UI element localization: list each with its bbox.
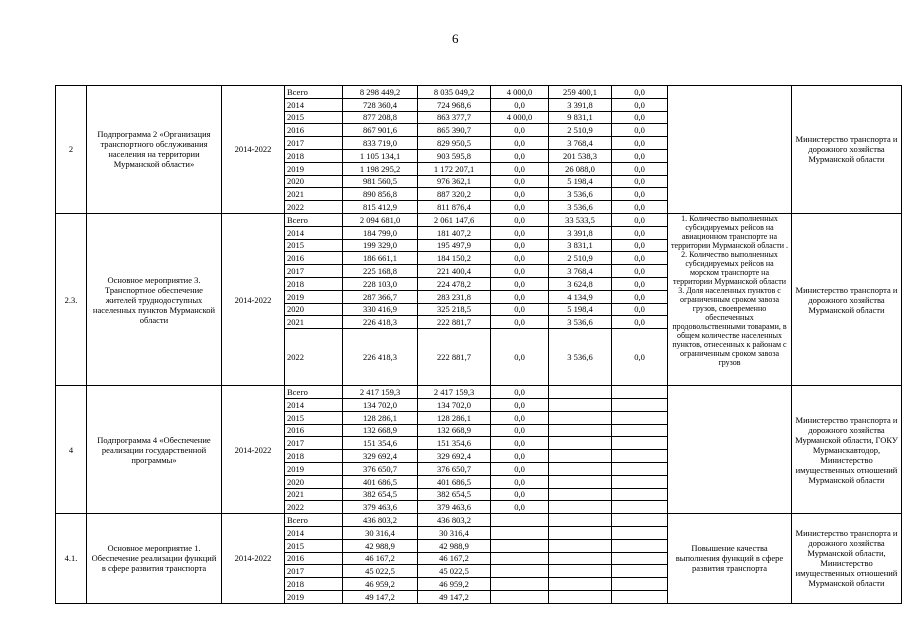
value-cell: 330 416,9 bbox=[343, 303, 418, 316]
value-cell: 46 167,2 bbox=[418, 552, 491, 565]
value-cell bbox=[612, 488, 668, 501]
value-cell bbox=[491, 526, 549, 539]
value-cell: 0,0 bbox=[491, 329, 549, 386]
value-cell: 0,0 bbox=[612, 137, 668, 150]
value-cell: 0,0 bbox=[491, 213, 549, 226]
section-name: Подпрограмма 4 «Обеспечение реализации государственной программы» bbox=[87, 386, 222, 514]
value-cell: 226 418,3 bbox=[343, 316, 418, 329]
page-number: 6 bbox=[452, 31, 459, 46]
value-cell: 33 533,5 bbox=[549, 213, 612, 226]
value-cell: 0,0 bbox=[612, 162, 668, 175]
section-number: 4.1. bbox=[56, 514, 87, 604]
year-cell: 2021 bbox=[285, 188, 343, 201]
year-cell: Всего bbox=[285, 213, 343, 226]
value-cell: 0,0 bbox=[491, 175, 549, 188]
section-period: 2014-2022 bbox=[222, 86, 285, 214]
value-cell: 0,0 bbox=[491, 162, 549, 175]
value-cell: 128 286,1 bbox=[343, 411, 418, 424]
value-cell: 379 463,6 bbox=[418, 501, 491, 514]
value-cell bbox=[612, 514, 668, 527]
value-cell: 222 881,7 bbox=[418, 316, 491, 329]
value-cell: 0,0 bbox=[491, 98, 549, 111]
value-cell bbox=[612, 424, 668, 437]
value-cell: 867 901,6 bbox=[343, 124, 418, 137]
value-cell: 0,0 bbox=[612, 316, 668, 329]
year-cell: Всего bbox=[285, 86, 343, 99]
year-cell: 2019 bbox=[285, 462, 343, 475]
value-cell: 0,0 bbox=[491, 265, 549, 278]
year-cell: 2018 bbox=[285, 149, 343, 162]
value-cell: 1 198 295,2 bbox=[343, 162, 418, 175]
value-cell: 0,0 bbox=[491, 462, 549, 475]
value-cell: 401 686,5 bbox=[343, 475, 418, 488]
value-cell bbox=[612, 475, 668, 488]
value-cell: 401 686,5 bbox=[418, 475, 491, 488]
value-cell: 49 147,2 bbox=[343, 590, 418, 603]
year-cell: 2021 bbox=[285, 316, 343, 329]
value-cell: 0,0 bbox=[491, 290, 549, 303]
value-cell: 0,0 bbox=[612, 252, 668, 265]
value-cell bbox=[549, 424, 612, 437]
value-cell: 0,0 bbox=[491, 475, 549, 488]
value-cell: 0,0 bbox=[612, 290, 668, 303]
value-cell bbox=[549, 437, 612, 450]
year-cell: 2016 bbox=[285, 424, 343, 437]
value-cell: 186 661,1 bbox=[343, 252, 418, 265]
value-cell bbox=[549, 411, 612, 424]
value-cell bbox=[549, 462, 612, 475]
value-cell bbox=[549, 475, 612, 488]
value-cell: 49 147,2 bbox=[418, 590, 491, 603]
year-cell: 2017 bbox=[285, 565, 343, 578]
value-cell: 0,0 bbox=[491, 424, 549, 437]
value-cell: 0,0 bbox=[491, 488, 549, 501]
value-cell: 132 668,9 bbox=[418, 424, 491, 437]
value-cell bbox=[549, 578, 612, 591]
value-cell: 863 377,7 bbox=[418, 111, 491, 124]
value-cell: 382 654,5 bbox=[343, 488, 418, 501]
value-cell: 222 881,7 bbox=[418, 329, 491, 386]
value-cell: 0,0 bbox=[612, 149, 668, 162]
year-cell: 2022 bbox=[285, 501, 343, 514]
value-cell: 5 198,4 bbox=[549, 303, 612, 316]
year-cell: 2020 bbox=[285, 175, 343, 188]
value-cell: 0,0 bbox=[491, 437, 549, 450]
year-cell: 2022 bbox=[285, 329, 343, 386]
value-cell bbox=[491, 578, 549, 591]
section-number: 4 bbox=[56, 386, 87, 514]
value-cell: 379 463,6 bbox=[343, 501, 418, 514]
value-cell: 887 320,2 bbox=[418, 188, 491, 201]
value-cell: 724 968,6 bbox=[418, 98, 491, 111]
value-cell: 8 035 049,2 bbox=[418, 86, 491, 99]
value-cell bbox=[612, 501, 668, 514]
year-cell: 2020 bbox=[285, 303, 343, 316]
table-row bbox=[56, 386, 902, 399]
year-cell: 2017 bbox=[285, 265, 343, 278]
value-cell: 0,0 bbox=[491, 316, 549, 329]
value-cell: 0,0 bbox=[612, 124, 668, 137]
value-cell bbox=[612, 411, 668, 424]
value-cell: 224 478,2 bbox=[418, 277, 491, 290]
value-cell: 4 000,0 bbox=[491, 86, 549, 99]
value-cell: 3 536,6 bbox=[549, 188, 612, 201]
value-cell: 134 702,0 bbox=[343, 398, 418, 411]
value-cell: 0,0 bbox=[612, 188, 668, 201]
year-cell: 2017 bbox=[285, 437, 343, 450]
value-cell bbox=[491, 565, 549, 578]
value-cell: 1 105 134,1 bbox=[343, 149, 418, 162]
table-row bbox=[56, 86, 902, 99]
value-cell: 228 103,0 bbox=[343, 277, 418, 290]
value-cell: 2 417 159,3 bbox=[418, 386, 491, 399]
value-cell: 0,0 bbox=[491, 252, 549, 265]
year-cell: 2015 bbox=[285, 239, 343, 252]
year-cell: 2014 bbox=[285, 98, 343, 111]
year-cell: Всего bbox=[285, 386, 343, 399]
value-cell: 46 959,2 bbox=[418, 578, 491, 591]
section-indicator: 1. Количество выполненных субсидируемых рейсов на авиационном транспорте на территории Мурманской области . 2. Количество выполненных субсидируемых рейсов на морском транспорте на территории Мурманской области 3. Доля населенных пунктов с ограниченным сроком завоза грузов, своевременно обеспеченных продовольственными товарами, в общем количестве населенных пунктов, отнесенных к районам с ограниченным сроком завоза грузов bbox=[668, 213, 792, 385]
year-cell: 2014 bbox=[285, 226, 343, 239]
section-name: Подпрограмма 2 «Организация транспортного обслуживания населения на территории Мурманской области» bbox=[87, 86, 222, 214]
value-cell: 134 702,0 bbox=[418, 398, 491, 411]
value-cell bbox=[612, 526, 668, 539]
value-cell: 0,0 bbox=[612, 239, 668, 252]
value-cell: 2 417 159,3 bbox=[343, 386, 418, 399]
value-cell: 0,0 bbox=[612, 175, 668, 188]
year-cell: 2018 bbox=[285, 277, 343, 290]
value-cell: 4 000,0 bbox=[491, 111, 549, 124]
value-cell: 382 654,5 bbox=[418, 488, 491, 501]
value-cell: 0,0 bbox=[491, 201, 549, 214]
value-cell: 0,0 bbox=[612, 265, 668, 278]
value-cell: 0,0 bbox=[491, 303, 549, 316]
value-cell: 1 172 207,1 bbox=[418, 162, 491, 175]
section-period: 2014-2022 bbox=[222, 514, 285, 604]
value-cell: 436 803,2 bbox=[418, 514, 491, 527]
value-cell: 0,0 bbox=[612, 277, 668, 290]
value-cell bbox=[549, 386, 612, 399]
value-cell bbox=[549, 552, 612, 565]
value-cell bbox=[612, 539, 668, 552]
value-cell bbox=[612, 386, 668, 399]
value-cell: 0,0 bbox=[491, 188, 549, 201]
value-cell: 3 536,6 bbox=[549, 316, 612, 329]
value-cell: 42 988,9 bbox=[418, 539, 491, 552]
table-row bbox=[56, 213, 902, 226]
value-cell bbox=[491, 590, 549, 603]
year-cell: 2016 bbox=[285, 252, 343, 265]
value-cell: 226 418,3 bbox=[343, 329, 418, 386]
value-cell: 184 799,0 bbox=[343, 226, 418, 239]
value-cell bbox=[612, 462, 668, 475]
value-cell: 46 959,2 bbox=[343, 578, 418, 591]
value-cell: 0,0 bbox=[491, 226, 549, 239]
value-cell: 45 022,5 bbox=[418, 565, 491, 578]
value-cell: 728 360,4 bbox=[343, 98, 418, 111]
year-cell: 2022 bbox=[285, 201, 343, 214]
value-cell: 2 094 681,0 bbox=[343, 213, 418, 226]
value-cell: 8 298 449,2 bbox=[343, 86, 418, 99]
value-cell: 0,0 bbox=[491, 277, 549, 290]
value-cell bbox=[549, 539, 612, 552]
year-cell: 2017 bbox=[285, 137, 343, 150]
value-cell: 0,0 bbox=[491, 386, 549, 399]
section-executor: Министерство транспорта и дорожного хозяйства Мурманской области, Министерство имущественных отношений Мурманской области bbox=[792, 514, 902, 604]
year-cell: 2015 bbox=[285, 411, 343, 424]
value-cell: 225 168,8 bbox=[343, 265, 418, 278]
value-cell bbox=[549, 565, 612, 578]
value-cell bbox=[612, 565, 668, 578]
value-cell: 0,0 bbox=[491, 501, 549, 514]
year-cell: 2016 bbox=[285, 124, 343, 137]
value-cell: 0,0 bbox=[612, 213, 668, 226]
value-cell: 221 400,4 bbox=[418, 265, 491, 278]
section-executor: Министерство транспорта и дорожного хозяйства Мурманской области bbox=[792, 213, 902, 385]
value-cell: 199 329,0 bbox=[343, 239, 418, 252]
year-cell: 2014 bbox=[285, 526, 343, 539]
value-cell: 128 286,1 bbox=[418, 411, 491, 424]
value-cell bbox=[549, 526, 612, 539]
value-cell: 865 390,7 bbox=[418, 124, 491, 137]
value-cell bbox=[612, 590, 668, 603]
section-name: Основное мероприятие 1. Обеспечение реализации функций в сфере развития транспорта bbox=[87, 514, 222, 604]
value-cell: 184 150,2 bbox=[418, 252, 491, 265]
value-cell: 0,0 bbox=[612, 201, 668, 214]
value-cell: 45 022,5 bbox=[343, 565, 418, 578]
value-cell bbox=[549, 398, 612, 411]
section-indicator bbox=[668, 386, 792, 514]
value-cell: 201 538,3 bbox=[549, 149, 612, 162]
value-cell: 4 134,9 bbox=[549, 290, 612, 303]
value-cell: 26 088,0 bbox=[549, 162, 612, 175]
value-cell: 3 624,8 bbox=[549, 277, 612, 290]
value-cell: 811 876,4 bbox=[418, 201, 491, 214]
value-cell: 3 536,6 bbox=[549, 329, 612, 386]
value-cell: 42 988,9 bbox=[343, 539, 418, 552]
value-cell: 30 316,4 bbox=[418, 526, 491, 539]
value-cell: 981 560,5 bbox=[343, 175, 418, 188]
year-cell: 2019 bbox=[285, 590, 343, 603]
value-cell: 877 208,8 bbox=[343, 111, 418, 124]
value-cell: 9 831,1 bbox=[549, 111, 612, 124]
value-cell: 2 061 147,6 bbox=[418, 213, 491, 226]
value-cell: 976 362,1 bbox=[418, 175, 491, 188]
value-cell bbox=[612, 578, 668, 591]
value-cell: 0,0 bbox=[612, 111, 668, 124]
section-executor: Министерство транспорта и дорожного хозяйства Мурманской области bbox=[792, 86, 902, 214]
section-name: Основное мероприятие 3. Транспортное обеспечение жителей труднодоступных населенных пунктов Мурманской области bbox=[87, 213, 222, 385]
value-cell: 2 510,9 bbox=[549, 124, 612, 137]
value-cell bbox=[612, 552, 668, 565]
value-cell: 3 768,4 bbox=[549, 137, 612, 150]
value-cell: 151 354,6 bbox=[343, 437, 418, 450]
value-cell: 329 692,4 bbox=[343, 450, 418, 463]
year-cell: 2015 bbox=[285, 539, 343, 552]
table-row bbox=[56, 514, 902, 527]
value-cell bbox=[549, 590, 612, 603]
value-cell: 0,0 bbox=[491, 124, 549, 137]
section-period: 2014-2022 bbox=[222, 386, 285, 514]
program-table bbox=[55, 85, 902, 604]
section-period: 2014-2022 bbox=[222, 213, 285, 385]
value-cell: 0,0 bbox=[491, 411, 549, 424]
value-cell: 436 803,2 bbox=[343, 514, 418, 527]
value-cell: 287 366,7 bbox=[343, 290, 418, 303]
value-cell: 151 354,6 bbox=[418, 437, 491, 450]
value-cell: 30 316,4 bbox=[343, 526, 418, 539]
value-cell bbox=[491, 552, 549, 565]
value-cell: 376 650,7 bbox=[343, 462, 418, 475]
section-indicator: Повышение качества выполнения функций в сфере развития транспорта bbox=[668, 514, 792, 604]
value-cell: 283 231,8 bbox=[418, 290, 491, 303]
value-cell: 2 510,9 bbox=[549, 252, 612, 265]
section-indicator bbox=[668, 86, 792, 214]
section-number: 2 bbox=[56, 86, 87, 214]
value-cell: 329 692,4 bbox=[418, 450, 491, 463]
year-cell: 2019 bbox=[285, 290, 343, 303]
value-cell: 0,0 bbox=[491, 450, 549, 463]
value-cell: 0,0 bbox=[612, 303, 668, 316]
value-cell bbox=[491, 514, 549, 527]
year-cell: Всего bbox=[285, 514, 343, 527]
value-cell: 829 950,5 bbox=[418, 137, 491, 150]
value-cell: 0,0 bbox=[612, 98, 668, 111]
year-cell: 2021 bbox=[285, 488, 343, 501]
value-cell bbox=[549, 514, 612, 527]
value-cell: 0,0 bbox=[612, 329, 668, 386]
value-cell: 0,0 bbox=[491, 398, 549, 411]
value-cell: 0,0 bbox=[491, 239, 549, 252]
value-cell bbox=[612, 398, 668, 411]
value-cell bbox=[612, 450, 668, 463]
year-cell: 2018 bbox=[285, 578, 343, 591]
year-cell: 2019 bbox=[285, 162, 343, 175]
value-cell: 3 391,8 bbox=[549, 226, 612, 239]
value-cell: 0,0 bbox=[612, 226, 668, 239]
value-cell: 890 856,8 bbox=[343, 188, 418, 201]
value-cell: 325 218,5 bbox=[418, 303, 491, 316]
value-cell bbox=[491, 539, 549, 552]
value-cell: 0,0 bbox=[612, 86, 668, 99]
value-cell: 3 536,6 bbox=[549, 201, 612, 214]
value-cell: 195 497,9 bbox=[418, 239, 491, 252]
year-cell: 2016 bbox=[285, 552, 343, 565]
year-cell: 2020 bbox=[285, 475, 343, 488]
year-cell: 2014 bbox=[285, 398, 343, 411]
value-cell: 46 167,2 bbox=[343, 552, 418, 565]
year-cell: 2018 bbox=[285, 450, 343, 463]
value-cell: 181 407,2 bbox=[418, 226, 491, 239]
value-cell: 3 768,4 bbox=[549, 265, 612, 278]
year-cell: 2015 bbox=[285, 111, 343, 124]
value-cell: 903 595,8 bbox=[418, 149, 491, 162]
value-cell: 3 831,1 bbox=[549, 239, 612, 252]
section-number: 2.3. bbox=[56, 213, 87, 385]
section-executor: Министерство транспорта и дорожного хозяйства Мурманской области, ГОКУ Мурманскавтодор, Министерство имущественных отношений Мурманской области bbox=[792, 386, 902, 514]
value-cell bbox=[549, 450, 612, 463]
value-cell: 5 198,4 bbox=[549, 175, 612, 188]
value-cell: 132 668,9 bbox=[343, 424, 418, 437]
value-cell: 376 650,7 bbox=[418, 462, 491, 475]
value-cell: 0,0 bbox=[491, 137, 549, 150]
value-cell: 3 391,8 bbox=[549, 98, 612, 111]
value-cell: 0,0 bbox=[491, 149, 549, 162]
value-cell bbox=[549, 488, 612, 501]
value-cell bbox=[612, 437, 668, 450]
value-cell: 833 719,0 bbox=[343, 137, 418, 150]
value-cell bbox=[549, 501, 612, 514]
value-cell: 259 400,1 bbox=[549, 86, 612, 99]
value-cell: 815 412,9 bbox=[343, 201, 418, 214]
